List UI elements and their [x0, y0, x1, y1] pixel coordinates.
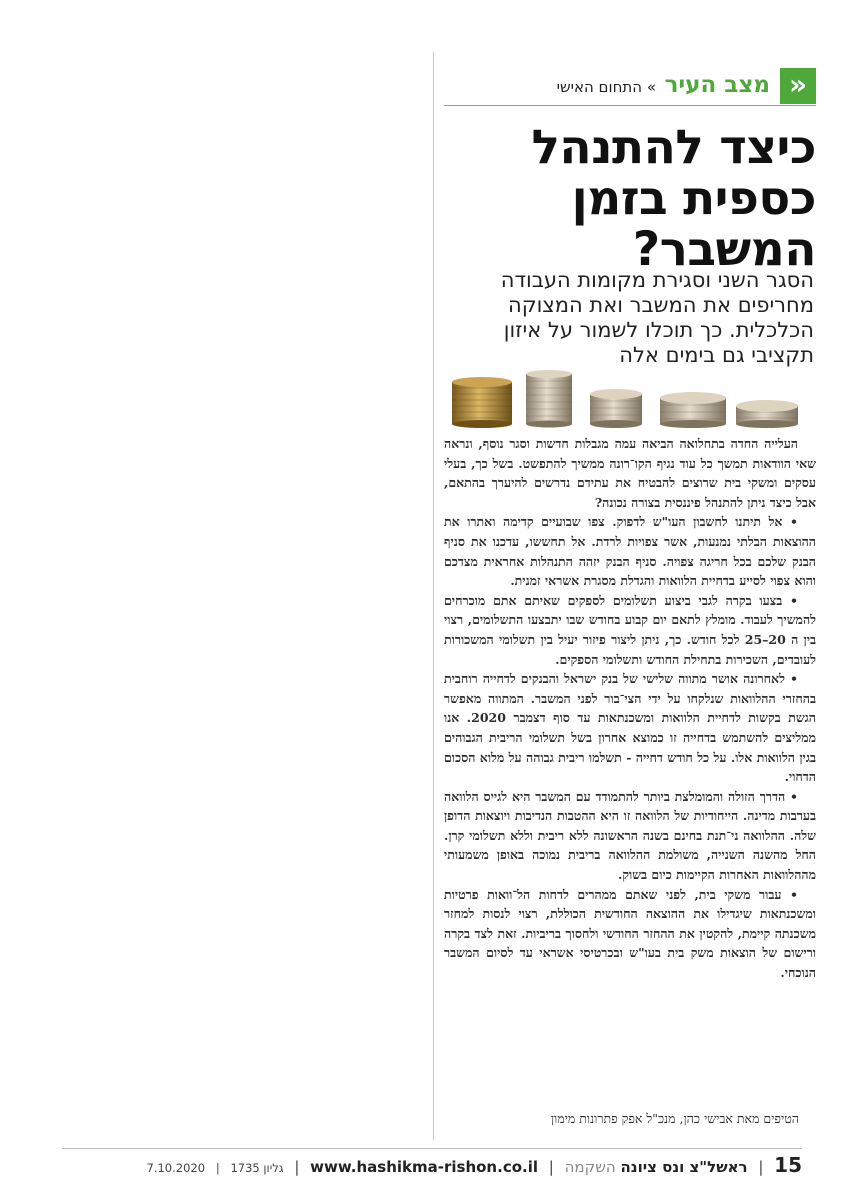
coin-stack-short — [736, 400, 798, 428]
footer-separator: | — [215, 1161, 220, 1175]
coin-stacks-image — [440, 368, 816, 430]
website-link[interactable]: www.hashikma-rishon.co.il — [310, 1158, 538, 1176]
body-paragraph: • בצעו בקרה לגבי ביצוע תשלומים לספקים שאיתם אתם מוכרחים להמשיך לעבוד. מומלץ לתאם יום קבוע בחודש שבו יתבצעו התשלומים, רצוי בין ה 20–25 לכל חודש. כך, ניתן ליצור פיזור יעיל בין תשלומי המשכורות לעובדים, השכירות בתחילת החודש ותשלומי הספקים. — [444, 592, 817, 667]
coin-stack-tall — [526, 370, 572, 428]
footer-rule — [62, 1148, 802, 1149]
publication-name: ראשל"צ ונס ציונה — [620, 1158, 748, 1176]
issue-number: גליון 1735 — [230, 1161, 284, 1175]
page-number: 15 — [774, 1153, 802, 1177]
coin-stack-wide — [660, 392, 726, 428]
footer-separator: | — [758, 1158, 764, 1176]
body-paragraph: העלייה החדה בתחלואה הביאה עמה מגבלות חדשות וסגר נוסף, ונראה שאי הוודאות תמשך כל עוד נגיף הקו־רונה ממשיך להתפשט. בשל כך, בעלי עסקים ומשקי בית שרוצים להבטיח את עתידם נדרשים להיערך בהתאם, אבל כיצד ניתן להתנהל פיננסית בצורה נכונה? — [444, 436, 816, 510]
body-paragraph: • הדרך הזולה והמומלצת ביותר להתמודד עם המשבר היא לגייס הלוואה בערבות מדינה. הייחודיות של הלוואה זו היא ההטבות הנדיבות ויוצאות הדופן שלה. ההלוואה ני־תנת בחינם בשנה הראשונה ללא ריבית וללא תשלומי קרן. החל מהשנה השנייה, משולמת ההלוואה בריבית נמוכה באופן משמעותי מההלוואות האחרות הקיימות כיום בשוק. — [444, 788, 816, 883]
section-title: מצב העיר — [664, 72, 770, 98]
article-headline: כיצד להתנהל כספית בזמן המשבר? — [531, 120, 816, 277]
article-subhead: הסגר השני וסגירת מקומות העבודה מחריפים את המשבר ואת המצוקה הכלכלית. כך תוכלו לשמור על איזון תקציבי גם בימים אלה — [500, 268, 814, 367]
brand-name: השקמה — [564, 1158, 616, 1176]
coin-stack-gold — [452, 377, 512, 428]
section-header — [444, 68, 816, 104]
footer-separator: | — [548, 1158, 554, 1176]
footer-separator: | — [294, 1158, 300, 1176]
article-body — [444, 434, 816, 1094]
body-paragraph: • עבור משקי בית, לפני שאתם ממהרים לדחות הל־וואות פרטיות ומשכנתאות שיגדילו את ההוצאה החודשית הכוללת, רצוי לנסות למחזר משכנתה קיימת, להקטין את ההחזר החודשי ולחסוך בריביות. זאת לצד בקרה ורישום של הוצאות משק בית בעו"ש ובכרטיסי אשראי עד לסיום המשבר הנוכחי. — [444, 886, 816, 981]
body-paragraph: • אל תיתנו לחשבון העו"ש לדפוק. צפו שבועיים קדימה ואתרו את ההוצאות הבלתי נמנעות, אשר צפויות לרדת. אל תחששו, עדכנו את סניף הבנק שלכם בכל חריגה צפויה. סניף הבנק יזהה התנהלות אחראית מצדכם והוא צפוי לסייע בדחיית הלוואות והגדלת מסגרת אשראי זמנית. — [444, 514, 816, 589]
section-underline — [444, 105, 816, 106]
page-footer — [62, 1153, 802, 1177]
tips-credit: הטיפים מאת אבישי כהן, מנכ"ל אפק פתרונות מימון — [550, 1111, 799, 1126]
issue-date: 7.10.2020 — [146, 1161, 206, 1175]
coin-stack-medium — [590, 389, 642, 428]
column-divider — [433, 52, 434, 1140]
section-subtitle: » התחום האישי — [556, 78, 656, 96]
body-paragraph: • לאחרונה אושר מתווה שלישי של בנק ישראל והבנקים לדחייה רוחבית בהחזרי ההלוואות שנלקחו על ידי הצי־בור לפני המשבר. המתווה מאפשר הגשת בקשות לדחיית הלוואות ומשכנתאות עד סוף דצמבר 2020. אנו ממליצים להשתמש בדחייה זו כמוצא אחרון בשל תשלומי הריבית הגבוהים בגין הלוואות אלו. על כל חודש דחייה - תשלמו ריבית גבוהה על מלוא הסכום הדחוי. — [444, 671, 816, 785]
double-chevron-icon: « — [780, 68, 816, 104]
